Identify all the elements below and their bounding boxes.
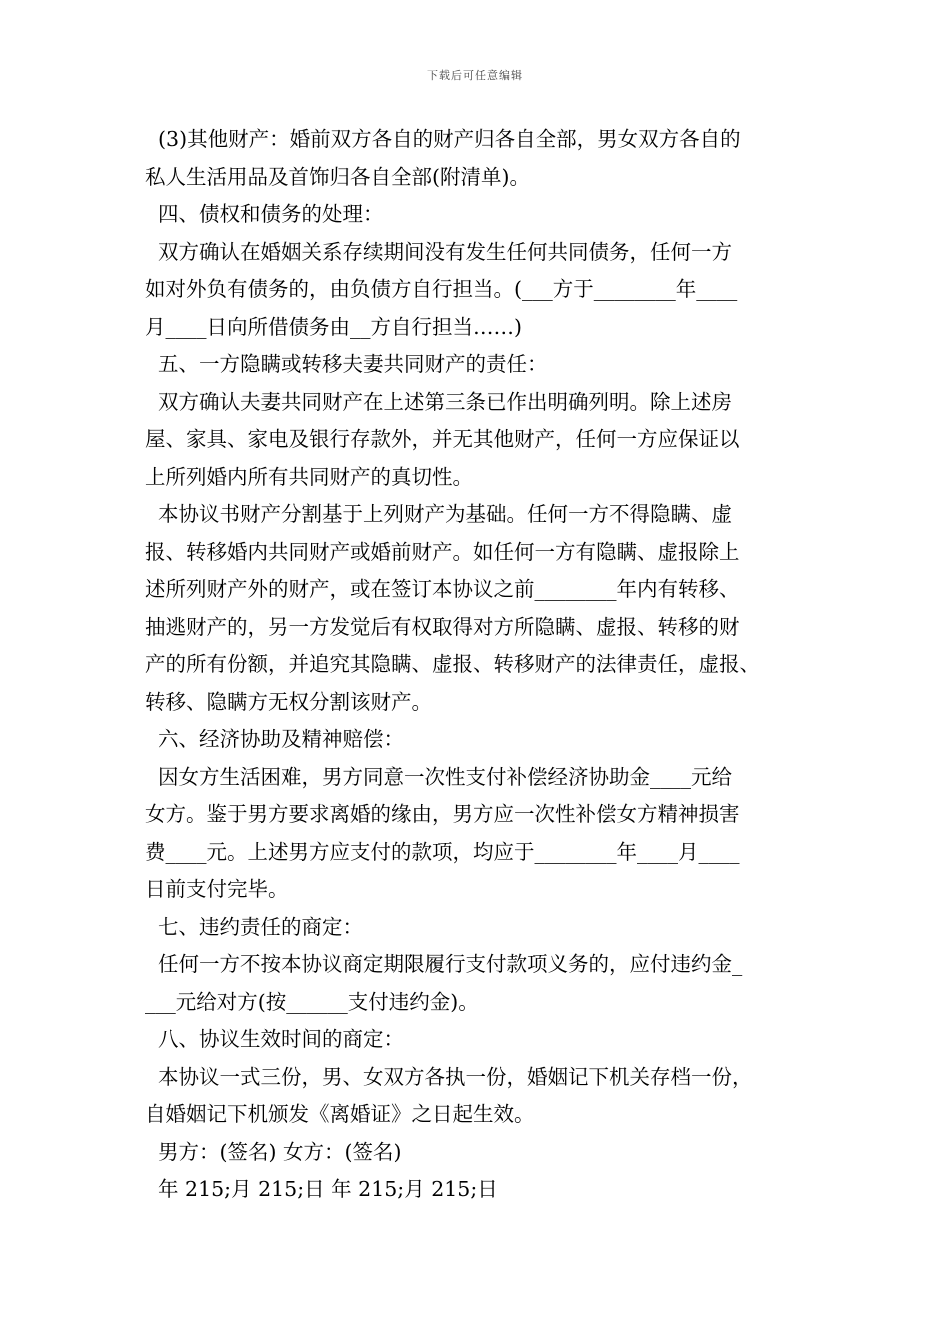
text-line: (3)其他财产：婚前双方各自的财产归各自全部，男女双方各自的 xyxy=(145,127,741,151)
header-note: 下载后可任意编辑 xyxy=(427,69,523,82)
text-line: 述所列财产外的财产，或在签订本协议之前________年内有转移、 xyxy=(145,577,740,601)
text-line: 私人生活用品及首饰归各自全部(附清单)。 xyxy=(145,164,530,189)
text-line: 转移、隐瞒方无权分割该财产。 xyxy=(145,689,432,714)
text-line: 报、转移婚内共同财产或婚前财产。如任何一方有隐瞒、虚报除上 xyxy=(145,539,740,564)
document-body xyxy=(145,121,817,1209)
signature-line: 男方：(签名) 女方：(签名) xyxy=(145,1139,402,1164)
text-line: 抽逃财产的，另一方发觉后有权取得对方所隐瞒、虚报、转移的财 xyxy=(145,614,740,639)
section-heading: 四、债权和债务的处理： xyxy=(145,202,384,226)
text-line: 双方确认在婚姻关系存续期间没有发生任何共同债务，任何一方 xyxy=(145,239,733,264)
text-line: 如对外负有债务的，由负债方自行担当。(___方于________年____ xyxy=(145,277,738,301)
text-line: 任何一方不按本协议商定期限履行支付款项义务的，应付违约金_ xyxy=(145,952,743,976)
text-line: 双方确认夫妻共同财产在上述第三条已作出明确列明。除上述房 xyxy=(145,389,733,414)
text-line: 产的所有份额，并追究其隐瞒、虚报、转移财产的法律责任，虚报、 xyxy=(145,652,760,676)
text-line: 费____元。上述男方应支付的款项，均应于________年____月____ xyxy=(145,839,740,864)
text-line: 本协议一式三份，男、女双方各执一份，婚姻记下机关存档一份， xyxy=(145,1064,753,1089)
text-line: 因女方生活困难，男方同意一次性支付补偿经济协助金____元给 xyxy=(145,764,733,789)
text-line: 屋、家具、家电及银行存款外，并无其他财产，任何一方应保证以 xyxy=(145,427,740,451)
text-line: 本协议书财产分割基于上列财产为基础。任何一方不得隐瞒、虚 xyxy=(145,502,733,526)
text-line: 女方。鉴于男方要求离婚的缘由，男方应一次性补偿女方精神损害 xyxy=(145,802,740,826)
text-line: 月____日向所借债务由__方自行担当……) xyxy=(145,314,522,339)
text-line: 上所列婚内所有共同财产的真切性。 xyxy=(145,464,473,489)
date-line: 年 215;月 215;日 年 215;月 215;日 xyxy=(145,1177,498,1201)
section-heading: 五、一方隐瞒或转移夫妻共同财产的责任： xyxy=(145,352,548,376)
section-heading: 八、协议生效时间的商定： xyxy=(145,1027,405,1051)
text-line: 自婚姻记下机颁发《离婚证》之日起生效。 xyxy=(145,1102,535,1126)
text-line: ___元给对方(按______支付违约金)。 xyxy=(145,989,479,1014)
text-line: 日前支付完毕。 xyxy=(145,877,289,901)
section-heading: 七、违约责任的商定： xyxy=(145,914,364,939)
section-heading: 六、经济协助及精神赔偿： xyxy=(145,727,405,751)
